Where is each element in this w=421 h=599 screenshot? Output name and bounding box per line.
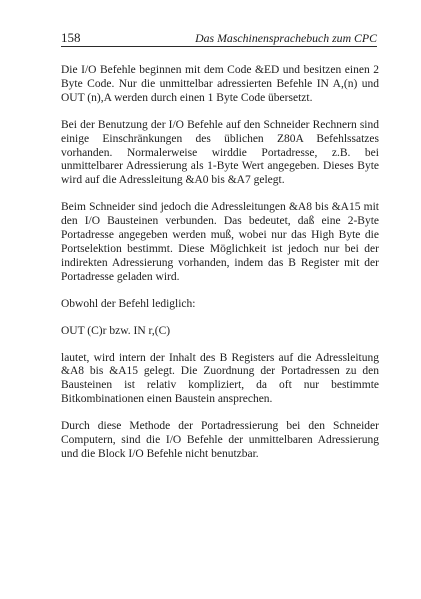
page-number: 158 bbox=[61, 30, 81, 45]
paragraph-restrictions: Bei der Benutzung der I/O Befehle auf den Schneider Rechnern sind einige Einschränkungen des üblichen Z80A Befehlssatzes vorhanden. Normalerweise wirddie Portadresse, z.B. bei unmittelbarer Adressierung als 1-Byte Wert angegeben. Dieses Byte wird auf die Adressleitung &A0 bis &A7 gelegt. bbox=[61, 118, 379, 187]
code-example: OUT (C)r bzw. IN r,(C) bbox=[61, 324, 171, 337]
paragraph-conclusion: Durch diese Methode der Portadressierung bei den Schneider Computern, sind die I/O Befehle der unmittelbaren Adressierung und die Block I/O Befehle nicht benutzbar. bbox=[61, 420, 379, 460]
body-text bbox=[61, 64, 379, 475]
book-title: Das Maschinensprachebuch zum CPC bbox=[195, 31, 377, 45]
paragraph-io-commands: Die I/O Befehle beginnen mit dem Code &ED und besitzen einen 2 Byte Code. Nur die unmittelbar adressierten Befehle IN A,(n) und OUT (n),A werden durch einen 1 Byte Code übersetzt. bbox=[61, 64, 379, 104]
running-head bbox=[61, 30, 377, 47]
paragraph-command-intro: Obwohl der Befehl lediglich: bbox=[61, 297, 196, 310]
paragraph-address-lines: Beim Schneider sind jedoch die Adressleitungen &A8 bis &A15 mit den I/O Bausteinen verbunden. Das bedeutet, daß eine 2-Byte Portadresse angegeben werden muß, wobei nur das High Byte die Portselektion bestimmt. Diese Möglichkeit ist jedoch nur bei der indirekten Adressierung vorhanden, indem das B Register mit der Portadresse geladen wird. bbox=[61, 201, 379, 283]
paragraph-b-register: lautet, wird intern der Inhalt des B Registers auf die Adressleitung &A8 bis &A15 gelegt. Die Zuordnung der Portadressen zu den Bausteinen ist relativ kompliziert, da oft nur bestimmte Bitkombinationen einen Baustein ansprechen. bbox=[61, 351, 379, 406]
